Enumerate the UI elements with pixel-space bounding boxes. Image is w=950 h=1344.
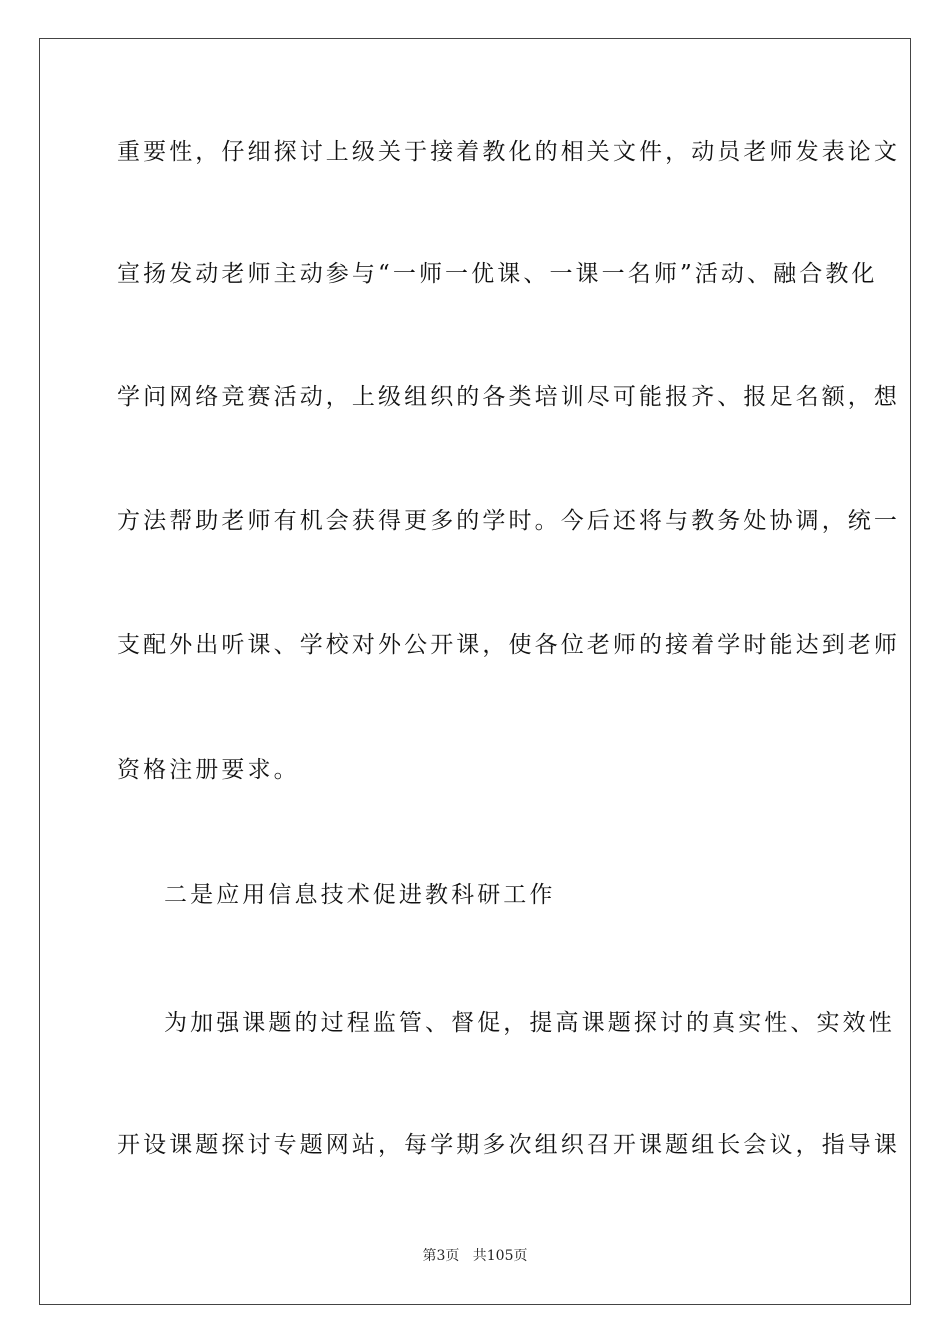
paragraph-line-6: 资格注册要求。 [117,757,300,783]
page-border [39,38,911,1305]
page-footer [0,1247,950,1265]
paragraph-line-1: 重要性，仔细探讨上级关于接着教化的相关文件，动员老师发表论文 [117,139,900,165]
paragraph-line-4: 方法帮助老师有机会获得更多的学时。今后还将与教务处协调，统一 [117,508,900,534]
paragraph-line-2: 宣扬发动老师主动参与“一师一优课、一课一名师”活动、融合教化 [117,261,878,287]
paragraph-line-5: 支配外出听课、学校对外公开课，使各位老师的接着学时能达到老师 [117,632,900,658]
page-number: 第3页 [422,1248,460,1264]
page-total: 共105页 [472,1248,528,1264]
section-heading: 二是应用信息技术促进教科研工作 [164,882,556,908]
paragraph-line-8: 开设课题探讨专题网站，每学期多次组织召开课题组长会议，指导课 [117,1132,900,1158]
paragraph-line-7: 为加强课题的过程监管、督促，提高课题探讨的真实性、实效性 [164,1010,895,1036]
paragraph-line-3: 学问网络竞赛活动，上级组织的各类培训尽可能报齐、报足名额，想 [117,384,900,410]
